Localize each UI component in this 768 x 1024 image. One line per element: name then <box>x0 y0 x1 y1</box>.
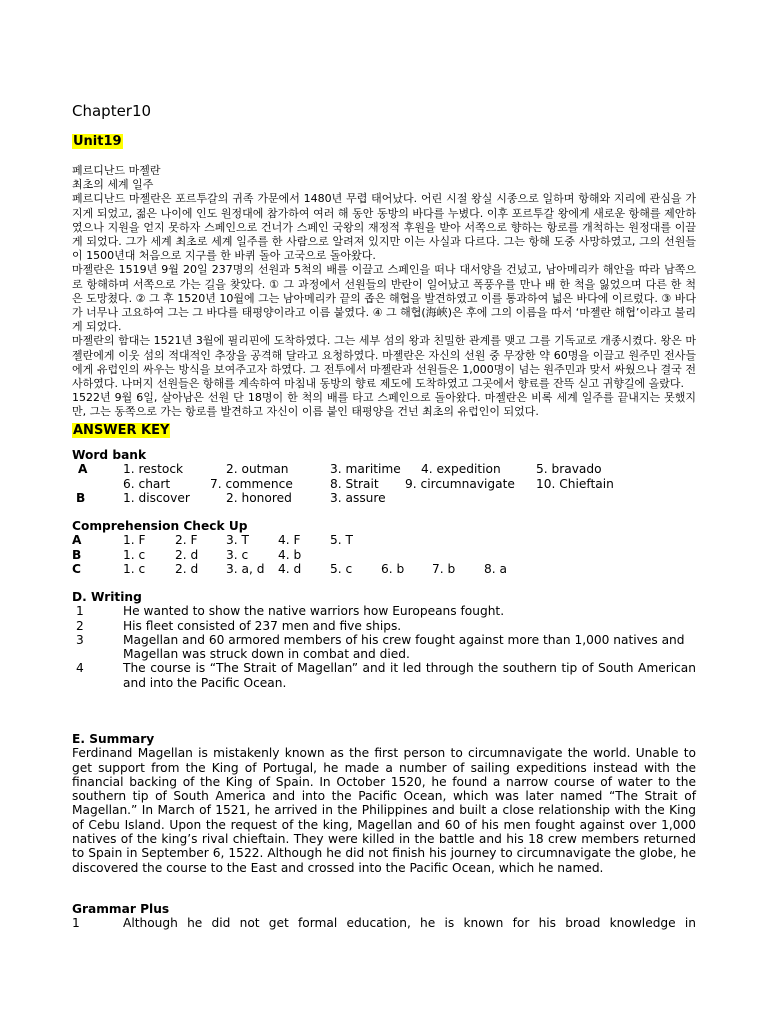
word-bank-item: 2. outman <box>226 462 289 477</box>
korean-paragraph-1: 페르디난드 마젤란은 포르투갈의 귀족 가문에서 1480년 무렵 태어났다. 어린 시절 왕실 시종으로 일하며 항해와 지리에 관심을 가지게 되었고, 젊은 나이에 인도 원정대에 참가하여 여러 해 동안 동방의 바다를 누볐다. 이후 포르투갈 왕에게 새로운 항해를 제안하였으나 지원을 얻지 못하자 스페인으로 건너가 스페인 국왕의 재정적 후원을 받아 서쪽으로 향하는 항로를 개척하는 원정대를 이끌게 되었다. 그가 세계 최초로 세계 일주를 한 사람으로 알려져 있지만 이는 사실과 다르다. 그는 항해 도중 사망하였고, 그의 선원들이 1500년대 처음으로 지구를 한 바퀴 돌아 고국으로 돌아왔다. <box>72 192 696 263</box>
writing-item-3 <box>72 633 696 662</box>
comprehension-label-b: B <box>72 547 82 562</box>
writing-number: 4 <box>76 661 84 676</box>
summary-text: Ferdinand Magellan is mistakenly known as the first person to circumnavigate the world. Unable to get support from the King of Portugal, he made a number of sailing expeditions instead with the financial backing of the King of Spain. In October 1520, he found a narrow course of water to the southern tip of South America and into the Pacific Ocean, which was later named “The Strait of Magellan.” In March of 1521, he arrived in the Philippines and built a close relationship with the King of Cebu Island. Upon the request of the king, Magellan and 60 of his men fought against over 1,000 natives of the king’s rival chieftain. They were killed in the battle and his 18 crew members returned to Spain in September 6, 1522. Although he did not finish his journey to circumnavigate the globe, he discovered the course to the East and crossed into the Pacific Ocean, which he named. <box>72 746 696 875</box>
writing-answer: His fleet consisted of 237 men and five ships. <box>123 618 402 633</box>
unit-title: Unit19 <box>73 134 122 149</box>
chapter-title: Chapter10 <box>72 102 152 120</box>
comprehension-answer: 4. F <box>278 533 301 548</box>
word-bank-item: 3. assure <box>330 490 386 505</box>
comprehension-answer: 1. c <box>123 561 146 576</box>
comprehension-title: Comprehension Check Up <box>72 519 248 533</box>
grammar-answer: Although he did not get formal education, he is known for his broad knowledge in <box>123 916 696 931</box>
grammar-title: Grammar Plus <box>72 902 170 916</box>
korean-subtitle: 최초의 세계 일주 <box>72 178 154 192</box>
writing-number: 1 <box>76 604 84 619</box>
answer-key-title: ANSWER KEY <box>73 423 170 438</box>
word-bank-item: 4. expedition <box>421 462 501 477</box>
korean-paragraph-4: 1522년 9월 6일, 살아남은 선원 단 18명이 한 척의 배를 타고 스페인으로 돌아왔다. 마젤란은 비록 세계 일주를 끝내지는 못했지만, 그는 동쪽으로 가는 항로를 발견하고 자신이 이름 붙인 태평양을 건넌 최초의 유럽인이 되었다. <box>72 391 696 419</box>
comprehension-answer: 4. b <box>278 547 302 562</box>
word-bank-item: 7. commence <box>210 476 293 491</box>
korean-title: 페르디난드 마젤란 <box>72 164 161 177</box>
comprehension-section <box>72 519 696 576</box>
summary-section <box>72 732 696 875</box>
comprehension-answer: 7. b <box>432 561 456 576</box>
writing-title: D. Writing <box>72 590 142 604</box>
comprehension-answer: 4. d <box>278 561 302 576</box>
word-bank-item: 1. restock <box>123 462 184 477</box>
word-bank-item: 5. bravado <box>536 462 602 477</box>
comprehension-label-a: A <box>72 533 82 548</box>
grammar-item-1 <box>72 916 696 930</box>
word-bank-item: 1. discover <box>123 490 190 505</box>
comprehension-answer: 5. T <box>330 533 353 548</box>
comprehension-answer: 6. b <box>381 561 405 576</box>
word-bank-item: 6. chart <box>123 476 171 491</box>
korean-paragraph-2: 마젤란은 1519년 9월 20일 237명의 선원과 5척의 배를 이끌고 스페인을 떠나 대서양을 건넜고, 남아메리카 해안을 따라 남쪽으로 항해하며 서쪽으로 가는 길을 찾았다. ① 그 과정에서 선원들의 반란이 일어났고 폭풍우를 만나 배 한 척을 잃었으며 다른 한 척은 도망쳤다. ② 그 후 1520년 10월에 그는 남아메리카 끝의 좁은 해협을 발견하였고 이를 통과하여 넓은 바다에 이르렀다. ③ 바다가 너무나 고요하여 그는 그 바다를 태평양이라고 이름 붙였다. ④ 그 해협(海峽)은 후에 그의 이름을 따서 ‘마젤란 해협’이라고 불리게 되었다. <box>72 263 696 334</box>
korean-reading-passage <box>72 164 696 420</box>
comprehension-label-c: C <box>72 561 81 576</box>
comprehension-answer: 2. d <box>175 547 199 562</box>
word-bank-label-b: B <box>76 490 86 505</box>
writing-section <box>72 590 696 690</box>
writing-item-4 <box>72 661 696 690</box>
writing-answer: The course is “The Strait of Magellan” and it led through the southern tip of South American <box>123 661 696 676</box>
grammar-number: 1 <box>72 916 80 931</box>
comprehension-answer: 3. a, d <box>226 561 265 576</box>
comprehension-answer: 8. a <box>484 561 507 576</box>
comprehension-answer: 2. d <box>175 561 199 576</box>
writing-number: 2 <box>76 618 84 633</box>
word-bank-row-a2 <box>72 477 696 491</box>
word-bank-row-a1 <box>72 462 696 476</box>
writing-item-1 <box>72 604 696 618</box>
word-bank-item: 8. Strait <box>330 476 379 491</box>
word-bank-label-a: A <box>78 462 88 477</box>
word-bank-row-b <box>72 491 696 505</box>
writing-answer: He wanted to show the native warriors how Europeans fought. <box>123 604 505 619</box>
comprehension-row-b <box>72 548 696 562</box>
comprehension-answer: 2. F <box>175 533 198 548</box>
comprehension-answer: 1. c <box>123 547 146 562</box>
writing-answer: Magellan and 60 armored members of his crew fought against more than 1,000 natives and <box>123 632 685 647</box>
writing-number: 3 <box>76 632 84 647</box>
writing-answer-continued: and into the Pacific Ocean. <box>123 675 287 690</box>
comprehension-answer: 1. F <box>123 533 146 548</box>
word-bank-section <box>72 448 696 505</box>
word-bank-item: 10. Chieftain <box>536 476 614 491</box>
summary-title: E. Summary <box>72 732 155 746</box>
answer-key-heading <box>72 419 170 438</box>
writing-item-2 <box>72 619 696 633</box>
grammar-section <box>72 902 696 931</box>
writing-answer-continued: Magellan was struck down in combat and died. <box>123 647 410 662</box>
word-bank-item: 2. honored <box>226 490 292 505</box>
word-bank-title: Word bank <box>72 448 147 462</box>
word-bank-item: 3. maritime <box>330 462 401 477</box>
comprehension-answer: 3. c <box>226 547 249 562</box>
comprehension-answer: 3. T <box>226 533 249 548</box>
comprehension-row-a <box>72 533 696 547</box>
comprehension-answer: 5. c <box>330 561 353 576</box>
korean-paragraph-3: 마젤란의 함대는 1521년 3월에 필리핀에 도착하였다. 그는 세부 섬의 왕과 친밀한 관계를 맺고 그를 기독교로 개종시켰다. 왕은 마젤란에게 이웃 섬의 적대적인 추장을 공격해 달라고 요청하였다. 마젤란은 자신의 선원 중 무장한 약 60명을 이끌고 원주민 전사들에게 유럽인의 싸우는 방식을 보여주고자 하였다. 그 전투에서 마젤란과 선원들은 1,000명이 넘는 원주민과 맞서 싸웠으나 결국 전사하였다. 나머지 선원들은 항해를 계속하여 마침내 동방의 향료 제도에 도착하였고 그곳에서 향료를 잔뜩 싣고 귀향길에 올랐다. <box>72 334 696 391</box>
comprehension-row-c <box>72 562 696 576</box>
word-bank-item: 9. circumnavigate <box>405 476 515 491</box>
